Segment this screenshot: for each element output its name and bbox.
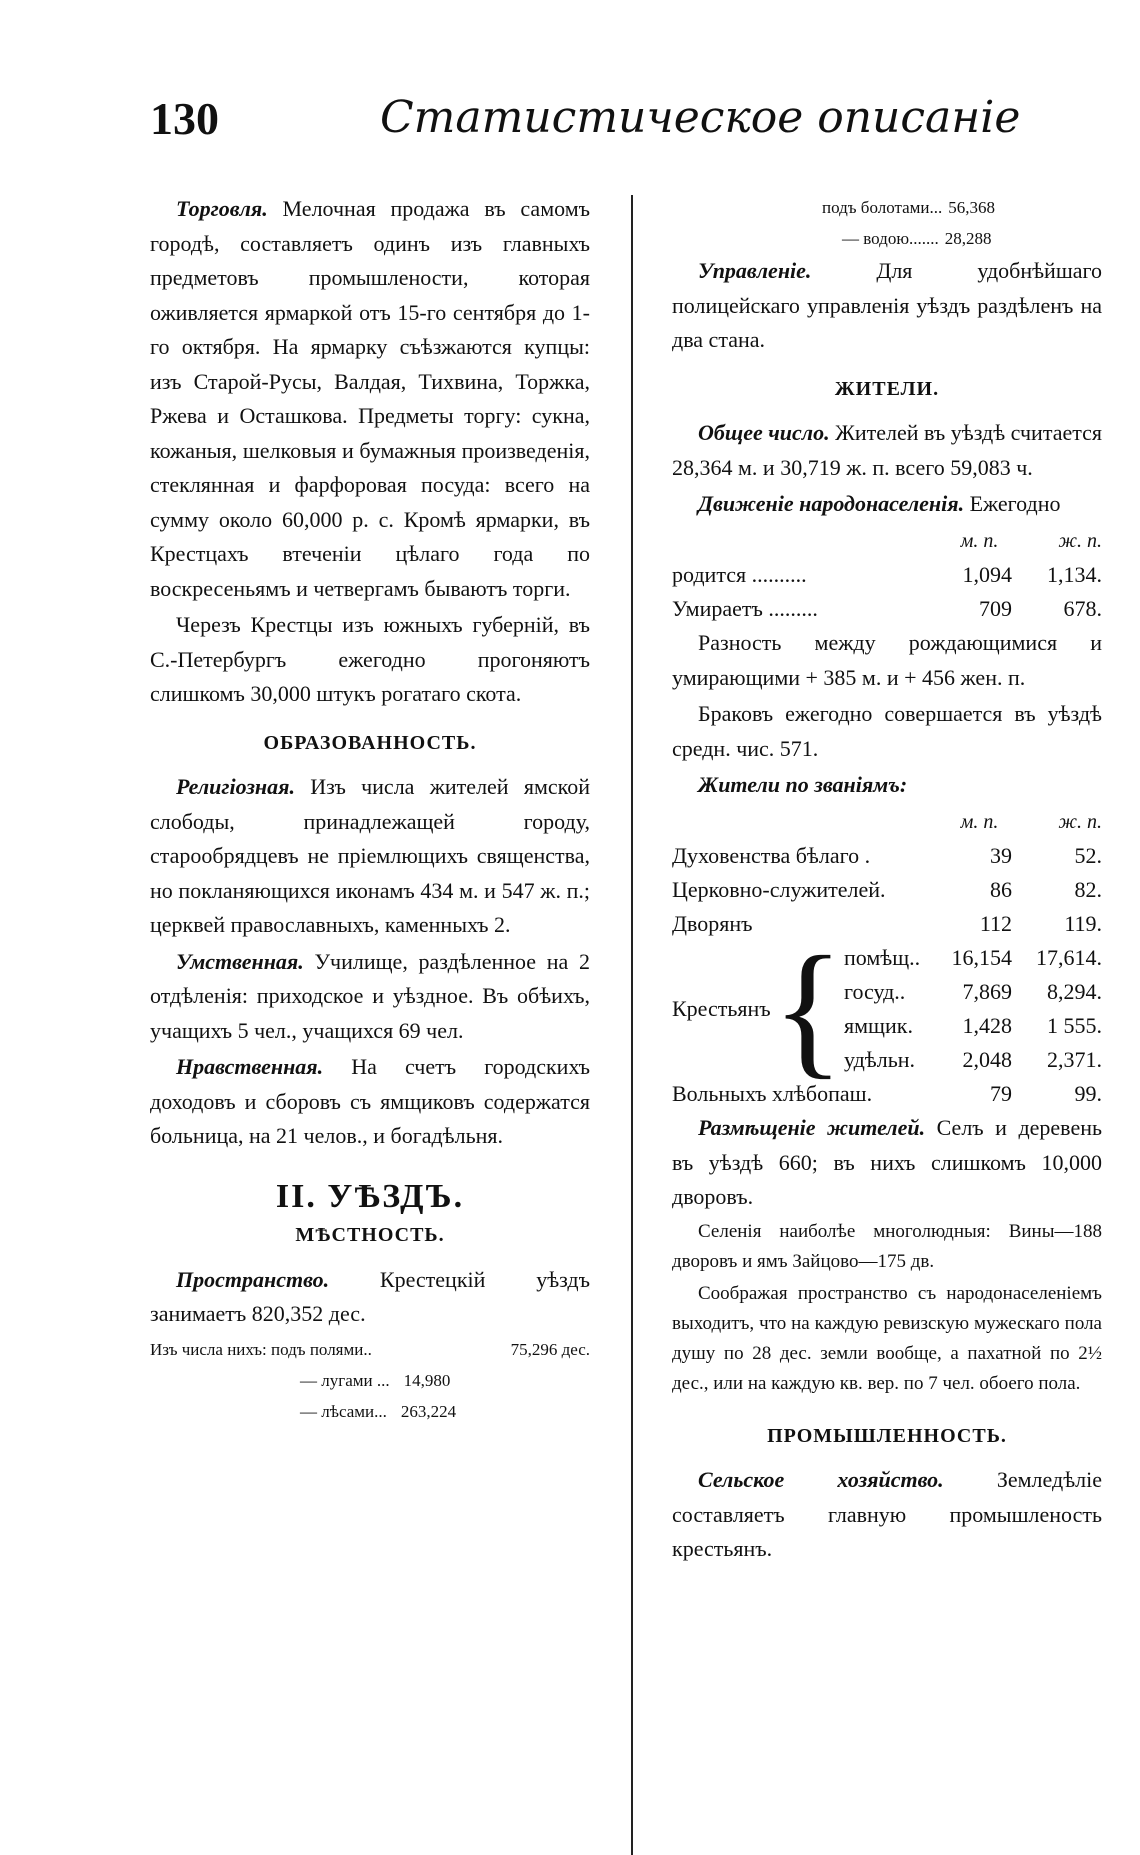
table-row [672,839,1102,873]
agri-heading: Сельское хозяйство. [698,1467,944,1492]
land-forest-value: 263,224 [400,1401,457,1421]
peasant-m: 1,428 [962,1013,1012,1038]
table-row [672,592,1102,626]
land-fields-value: 75,296 дес. [510,1339,590,1359]
water-label: — водою....... [842,229,939,248]
estates-heading-paragraph [672,768,1102,803]
peasant-type: помѣщ.. [844,945,921,970]
cattle-paragraph: Черезъ Крестцы изъ южныхъ губерній, въ С.-Петербургъ ежегодно прогоняютъ слишкомъ 30,000 штукъ рогатаго скота. [150,612,590,706]
table-row [672,558,1102,592]
placement-text: Селъ и деревень въ уѣздѣ 660; въ нихъ слишкомъ 10,000 дворовъ. [672,1115,1103,1209]
admin-paragraph [672,254,1102,358]
estates-table [672,839,1102,941]
estate-label: Церковно-служителей. [672,877,886,902]
total-heading: Общее число. [698,420,830,445]
peasant-type: ямщик. [844,1013,913,1038]
estates-column-headers [672,805,1102,840]
estate-label: Духовенства бѣлаго . [672,843,871,868]
peasant-f: 8,294. [1047,979,1102,1004]
estate-label: Дворянъ [672,911,753,936]
trade-paragraph [150,192,590,606]
peasants-brace: { [772,926,844,1092]
free-label: Вольныхъ хлѣбопаш. [672,1081,873,1106]
space-text: Крестецкій уѣздъ занимаетъ 820,352 дес. [150,1266,590,1326]
mental-text: Училище, раздѣленное на 2 отдѣленія: приходское и уѣздное. Въ обѣихъ, учащихъ 5 чел., учащихся 69 чел. [150,948,590,1043]
placement-paragraph [672,1111,1102,1215]
residents-section-title: ЖИТЕЛИ. [834,377,940,400]
peasant-m: 7,869 [962,979,1012,1004]
table-row [672,941,1102,975]
free-farmers-table [672,1077,1102,1111]
died-f: 678. [1063,596,1102,621]
trade-text: Мелочная продажа въ самомъ городѣ, составляетъ одинъ изъ главныхъ предметовъ промышлености, которая оживляется ярмаркой отъ 15-го сентября до 1-го октября. На ярмарку съѣзжаются купцы: изъ Старой-Русы, Валдая, Тихвина, Торжка, Ржева и Осташкова. Предметы торгу: сукна, кожаныя, шелковыя и бумажныя произведенія, стеклянная и фарфоровая посуда: всего на сумму около 60,000 р. с. Кромѣ ярмарки, въ Крестцахъ втеченіи цѣлаго года по воскресеньямъ и четвергамъ бываютъ торги. [150,196,591,601]
table-row [672,873,1102,907]
peasant-f: 1 555. [1047,1013,1102,1038]
peasant-type: госуд.. [844,979,906,1004]
died-m: 709 [979,596,1012,621]
admin-text: Для удобнѣйшаго полицейскаго управленія уѣздъ раздѣленъ на два стана. [672,258,1102,352]
education-section-title: ОБРАЗОВАННОСТЬ. [263,731,477,754]
total-paragraph [672,416,1102,485]
estate-f: 82. [1074,877,1102,902]
estate-m: 112 [979,911,1012,936]
land-meadows-value: 14,980 [403,1370,451,1390]
peasant-m: 16,154 [951,945,1012,970]
land-fields-row [150,1334,590,1365]
religious-paragraph [150,770,590,943]
water-row [672,223,1102,254]
estate-m: 39 [990,843,1012,868]
born-label: родится .......... [672,562,807,587]
table-row [672,907,1102,941]
admin-heading: Управленіе. [698,258,812,283]
placement-heading: Размѣщеніе жителей. [698,1115,926,1140]
water-value: 28,288 [944,229,992,248]
trade-heading: Торговля. [176,196,268,221]
land-meadows-label: — лугами ... [300,1370,390,1390]
moral-paragraph [150,1050,590,1154]
column-divider [631,195,633,1855]
movement-column-headers [672,524,1102,559]
born-f: 1,134. [1047,562,1102,587]
col-f-header: ж. п. [1058,810,1102,833]
mental-paragraph [150,945,590,1049]
swamp-label: подъ болотами... [822,198,943,217]
ratio-paragraph: Соображая пространство съ народонаселеніемъ выходитъ, что на каждую ревизскую мужескаго пола душу по 28 дес. земли вообще, а пахатной по 2½ дес., или на каждую кв. вер. по 7 чел. обоего пола. [672,1282,1102,1394]
estate-f: 52. [1074,843,1102,868]
movement-heading: Движеніе народонаселенія. [698,491,965,516]
agri-text: Земледѣліе составляетъ главную промышленость крестьянъ. [672,1467,1102,1561]
land-intro: Изъ числа нихъ: подъ полями.. [150,1339,372,1359]
born-m: 1,094 [962,562,1012,587]
estate-m: 86 [990,877,1012,902]
free-m: 79 [990,1081,1012,1106]
district-title: II. УѢЗДЪ. [275,1177,465,1215]
peasant-type: удѣльн. [844,1047,916,1072]
agri-paragraph [672,1463,1102,1567]
space-heading: Пространство. [176,1266,330,1292]
land-meadows-row [150,1365,590,1396]
land-forest-row [150,1396,590,1427]
estates-heading: Жители по званіямъ: [698,772,908,797]
page-number: 130 [150,93,219,144]
villages-paragraph: Селенія наиболѣе многолюдныя: Вины—188 дворовъ и ямъ Зайцово—175 дв. [672,1220,1102,1272]
free-f: 99. [1074,1081,1102,1106]
movement-paragraph [672,487,1102,522]
peasants-table [672,926,1102,1092]
left-column [150,192,590,1427]
moral-text: На счетъ городскихъ доходовъ и сборовъ съ ямщиковъ содержатся больница, на 21 челов., и богадѣльня. [150,1054,590,1148]
movement-table [672,558,1102,626]
locality-section-title: МѢСТНОСТЬ. [295,1224,445,1246]
peasants-label: Крестьянъ [672,996,771,1021]
mental-heading: Умственная. [176,948,304,974]
died-label: Умираетъ ......... [672,596,818,621]
movement-tail: Ежегодно [969,491,1061,516]
religious-heading: Религіозная. [176,774,295,799]
estate-f: 119. [1064,911,1102,936]
space-paragraph [150,1263,590,1332]
religious-text: Изъ числа жителей ямской слободы, принадлежащей городу, старообрядцевъ не пріемлющихъ священства, но покланяющихся иконамъ 434 м. и 547 ж. п.; церквей православныхъ, каменныхъ 2. [150,774,591,937]
right-column [672,192,1102,1569]
swamp-row [672,192,1102,223]
col-m-header: м. п. [960,529,999,552]
peasant-f: 2,371. [1047,1047,1102,1072]
table-row [672,1077,1102,1111]
swamp-value: 56,368 [948,198,996,217]
total-text: Жителей въ уѣздѣ считается 28,364 м. и 30,719 ж. п. всего 59,083 ч. [672,420,1103,480]
peasant-f: 17,614. [1036,945,1102,970]
peasant-m: 2,048 [962,1047,1012,1072]
col-m-header: м. п. [960,810,999,833]
moral-heading: Нравственная. [176,1054,324,1079]
col-f-header: ж. п. [1058,529,1102,552]
industry-section-title: ПРОМЫШЛЕННОСТЬ. [767,1424,1007,1447]
running-head: Статистическое описаніе [380,92,1021,143]
land-forest-label: — лѣсами... [300,1401,387,1421]
diff-paragraph: Разность между рождающимися и умирающими + 385 м. и + 456 жен. п. [672,630,1102,690]
marriages-paragraph: Браковъ ежегодно совершается въ уѣздѣ средн. чис. 571. [672,701,1102,761]
